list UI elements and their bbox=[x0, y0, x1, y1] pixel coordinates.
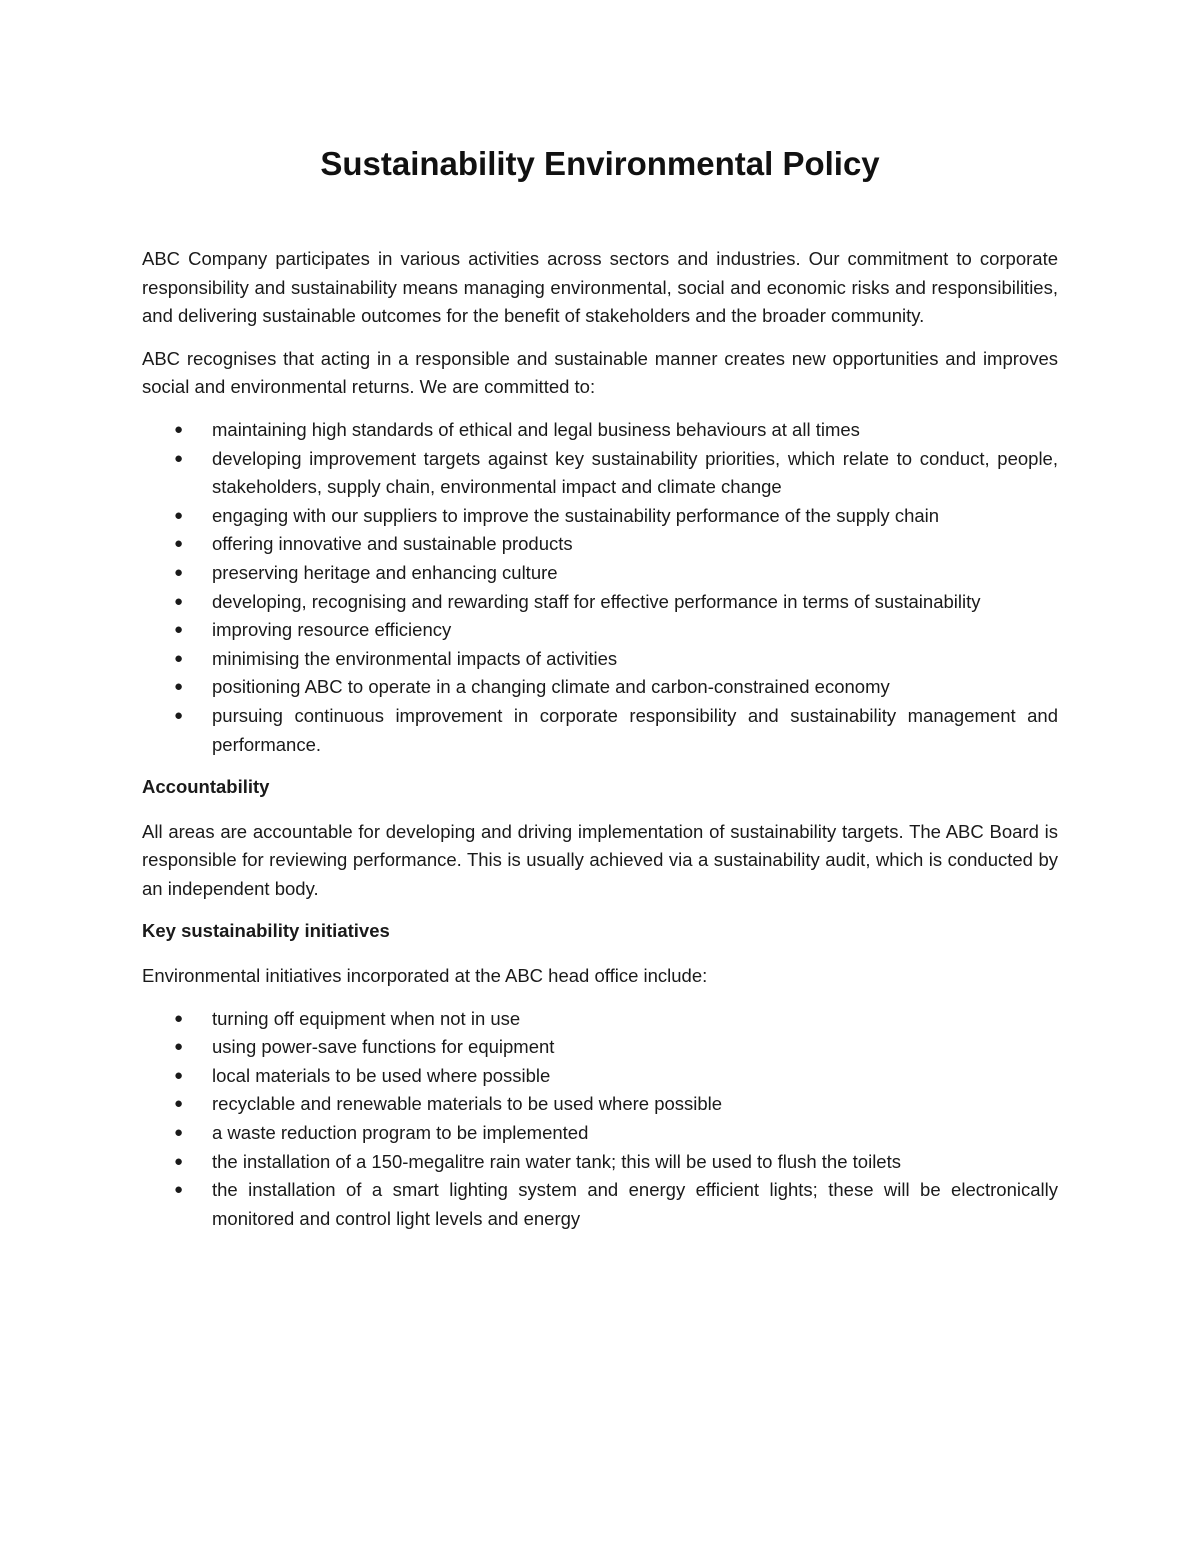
bullet-icon: ● bbox=[174, 621, 184, 639]
list-item bbox=[142, 702, 1058, 759]
commitments-list bbox=[142, 416, 1058, 759]
list-item-text: positioning ABC to operate in a changing climate and carbon-constrained economy bbox=[212, 676, 890, 698]
initiatives-intro: Environmental initiatives incorporated at the ABC head office include: bbox=[142, 965, 708, 987]
list-item-text: the installation of a 150-megalitre rain water tank; this will be used to flush the toilets bbox=[212, 1150, 901, 1172]
commitment-paragraph: ABC recognises that acting in a responsible and sustainable manner creates new opportunities and improves social and environmental returns. We are committed to: bbox=[142, 347, 1058, 398]
bullet-icon: ● bbox=[174, 420, 184, 438]
bullet-icon: ● bbox=[174, 563, 184, 581]
bullet-icon: ● bbox=[174, 506, 184, 524]
list-item bbox=[142, 1033, 1058, 1062]
list-item-text: turning off equipment when not in use bbox=[212, 1007, 521, 1029]
bullet-icon: ● bbox=[174, 706, 184, 724]
list-item bbox=[142, 588, 1058, 617]
bullet-icon: ● bbox=[174, 1124, 184, 1142]
list-item-text: recyclable and renewable materials to be used where possible bbox=[212, 1093, 723, 1115]
list-item-text: the installation of a smart lighting system and energy efficient lights; these will be electronically monitored and control light levels and energy bbox=[212, 1179, 1058, 1229]
list-item-text: offering innovative and sustainable products bbox=[212, 533, 573, 555]
bullet-icon: ● bbox=[174, 1181, 184, 1199]
list-item-text: a waste reduction program to be implemented bbox=[212, 1122, 589, 1144]
list-item bbox=[142, 1090, 1058, 1119]
bullet-icon: ● bbox=[174, 535, 184, 553]
document-body bbox=[142, 245, 1058, 1247]
initiatives-list bbox=[142, 1005, 1058, 1234]
bullet-icon: ● bbox=[174, 1009, 184, 1027]
list-item-text: using power-save functions for equipment bbox=[212, 1036, 555, 1058]
list-item bbox=[142, 502, 1058, 531]
bullet-icon: ● bbox=[174, 449, 184, 467]
accountability-paragraph: All areas are accountable for developing and driving implementation of sustainability targets. The ABC Board is responsible for reviewing performance. This is usually achieved via a sustainability audit, which is conducted by an independent body. bbox=[142, 820, 1058, 899]
list-item bbox=[142, 1005, 1058, 1034]
list-item-text: minimising the environmental impacts of activities bbox=[212, 647, 618, 669]
list-item bbox=[142, 530, 1058, 559]
bullet-icon: ● bbox=[174, 592, 184, 610]
list-item-text: local materials to be used where possible bbox=[212, 1064, 551, 1086]
bullet-icon: ● bbox=[174, 678, 184, 696]
list-item-text: developing improvement targets against key sustainability priorities, which relate to conduct, people, stakeholders, supply chain, environmental impact and climate change bbox=[212, 447, 1058, 498]
list-item-text: improving resource efficiency bbox=[212, 619, 452, 641]
list-item bbox=[142, 645, 1058, 674]
list-item-text: pursuing continuous improvement in corporate responsibility and sustainability management and performance. bbox=[212, 704, 1058, 755]
bullet-icon: ● bbox=[174, 1038, 184, 1056]
initiatives-heading: Key sustainability initiatives bbox=[142, 920, 390, 942]
list-item-text: engaging with our suppliers to improve the sustainability performance of the supply chain bbox=[212, 504, 940, 526]
list-item bbox=[142, 1148, 1058, 1177]
list-item bbox=[142, 559, 1058, 588]
list-item bbox=[142, 616, 1058, 645]
bullet-icon: ● bbox=[174, 1095, 184, 1113]
list-item-text: developing, recognising and rewarding staff for effective performance in terms of sustainability bbox=[212, 590, 981, 612]
bullet-icon: ● bbox=[174, 1152, 184, 1170]
intro-paragraph: ABC Company participates in various activities across sectors and industries. Our commitment to corporate responsibility and sustainability means managing environmental, social and economic risks and responsibilities, and delivering sustainable outcomes for the benefit of stakeholders and the broader community. bbox=[142, 248, 1058, 327]
list-item bbox=[142, 1176, 1058, 1233]
accountability-heading: Accountability bbox=[142, 776, 270, 798]
list-item bbox=[142, 1119, 1058, 1148]
list-item bbox=[142, 1062, 1058, 1091]
document-title: Sustainability Environmental Policy bbox=[320, 145, 880, 182]
list-item-text: preserving heritage and enhancing culture bbox=[212, 561, 558, 583]
list-item-text: maintaining high standards of ethical and legal business behaviours at all times bbox=[212, 418, 860, 440]
bullet-icon: ● bbox=[174, 649, 184, 667]
list-item bbox=[142, 673, 1058, 702]
bullet-icon: ● bbox=[174, 1066, 184, 1084]
list-item bbox=[142, 445, 1058, 502]
list-item bbox=[142, 416, 1058, 445]
